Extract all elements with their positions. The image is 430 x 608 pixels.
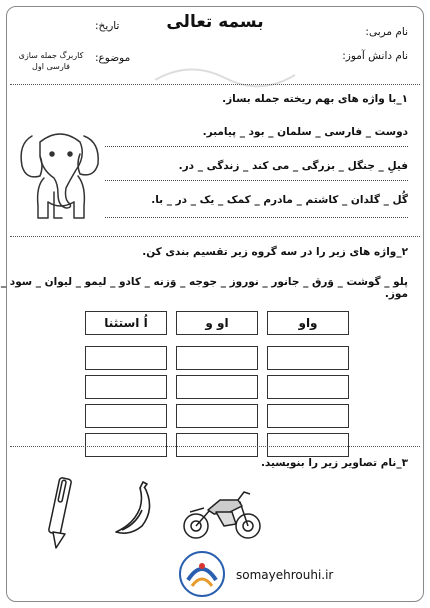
motorcycle-image <box>180 482 264 544</box>
page-title: بسمه تعالی <box>166 12 264 32</box>
group-header-oo: او و <box>176 311 258 335</box>
group-cell[interactable] <box>176 346 258 370</box>
group-cell[interactable] <box>267 404 349 428</box>
group-cell[interactable] <box>85 346 167 370</box>
website-watermark[interactable]: somayehrouhi.ir <box>236 568 334 582</box>
section1-item-1: دوست _ فارسی _ سلمان _ بود _ پیامبر. <box>202 126 408 138</box>
subject-note-line-2: فارسی اول <box>32 62 70 71</box>
banana-image <box>110 480 160 540</box>
group-cell[interactable] <box>267 433 349 457</box>
group-cell[interactable] <box>176 404 258 428</box>
group-cell[interactable] <box>176 433 258 457</box>
group-cell[interactable] <box>267 375 349 399</box>
subject-note <box>12 50 90 72</box>
group-column-exception <box>85 311 167 457</box>
header-divider <box>10 84 420 85</box>
group-cell[interactable] <box>176 375 258 399</box>
section2-word-list: پلو _ گوشت _ وَرق _ جانور _ نوروز _ جوجه _ وَزنه _ کادو _ لیمو _ لیوان _ سود _ موز. <box>0 276 408 300</box>
answer-line-2[interactable] <box>105 180 408 181</box>
student-name-label: نام دانش آموز: <box>342 50 408 62</box>
group-header-exception: اُ استثنا <box>85 311 167 335</box>
group-column-vav <box>267 311 349 457</box>
brand-logo <box>178 550 226 598</box>
subject-label: موضوع: <box>95 52 131 64</box>
section-divider-2 <box>10 446 420 447</box>
subject-note-line-1: کاربرگ جمله سازی <box>18 51 84 60</box>
answer-line-3[interactable] <box>105 217 408 218</box>
teacher-name-label: نام مربی: <box>365 26 408 38</box>
group-column-oo <box>176 311 258 457</box>
answer-line-1[interactable] <box>105 146 408 147</box>
section1-item-2: فیلِ _ جنگل _ بزرگی _ می کند _ زندگی _ در. <box>178 160 408 172</box>
section1-question: ۱_با واژه های بهم ریخته جمله بساز. <box>222 93 408 105</box>
pen-image <box>40 474 80 552</box>
section2-question: ۲_واژه های زیر را در سه گروه زیر تقسیم بندی کن. <box>142 246 408 258</box>
section3-question: ۳_نام تصاویر زیر را بنویسید. <box>260 457 408 469</box>
decorative-swirl <box>150 60 300 90</box>
group-cell[interactable] <box>85 433 167 457</box>
section-divider-1 <box>10 236 420 237</box>
date-label: تاریخ: <box>95 20 120 32</box>
group-cell[interactable] <box>85 375 167 399</box>
group-header-vav: واو <box>267 311 349 335</box>
section1-item-3: گُل _ گلدان _ کاشتم _ مادرم _ کمک _ یک _ در _ با. <box>151 194 408 206</box>
group-cell[interactable] <box>267 346 349 370</box>
elephant-image <box>14 122 106 222</box>
group-cell[interactable] <box>85 404 167 428</box>
